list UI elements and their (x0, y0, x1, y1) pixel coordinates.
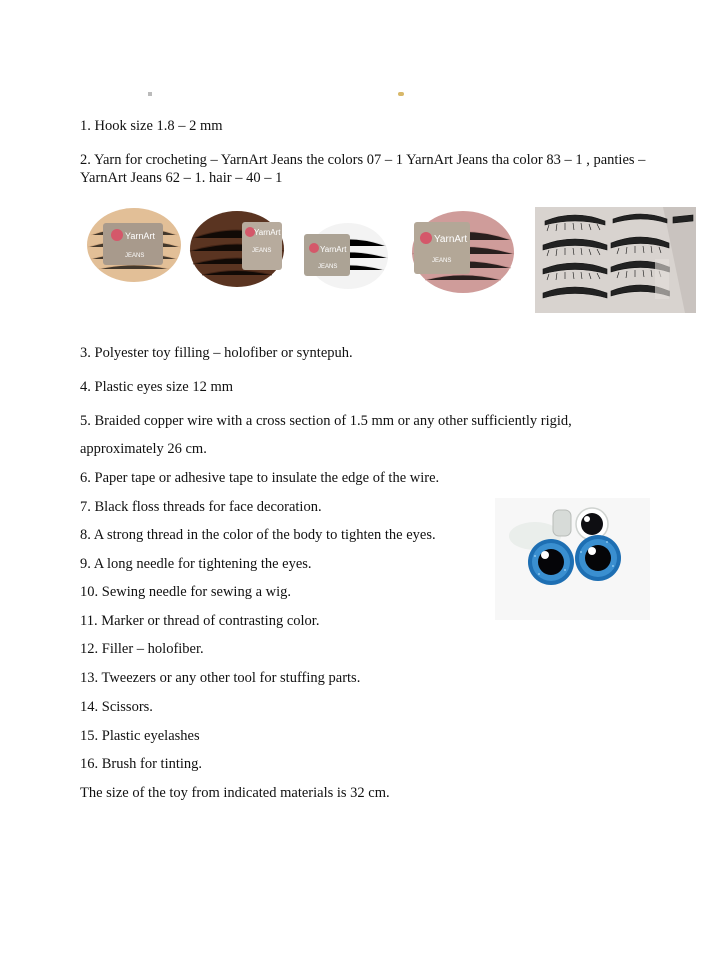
yarn-ball-image (410, 208, 516, 296)
yarn-images-row (80, 205, 700, 317)
yarn-ball-image (85, 205, 183, 285)
material-item: 6. Paper tape or adhesive tape to insulate the edge of the wire. (80, 470, 440, 486)
safety-eyes-image (495, 498, 650, 620)
material-item: 16. Brush for tinting. (80, 756, 203, 772)
material-item: 3. Polyester toy filling – holofiber or syntepuh. (80, 345, 353, 361)
material-item: 13. Tweezers or any other tool for stuffing parts. (80, 670, 361, 686)
yarn-ball-image (298, 220, 390, 292)
material-item: 4. Plastic eyes size 12 mm (80, 379, 234, 395)
material-item: 7. Black floss threads for face decoration. (80, 499, 322, 515)
footer-note: The size of the toy from indicated materials is 32 cm. (80, 785, 390, 801)
svg-text:YarnArt: YarnArt (125, 231, 155, 241)
svg-text:YarnArt: YarnArt (434, 234, 468, 245)
eyelashes-image (535, 207, 696, 313)
svg-text:JEANS: JEANS (252, 248, 272, 254)
material-item: 15. Plastic eyelashes (80, 728, 200, 744)
svg-text:YarnArt: YarnArt (254, 228, 281, 237)
material-item: 12. Filler – holofiber. (80, 641, 204, 657)
material-item: 5. Braided copper wire with a cross section of 1.5 mm or any other sufficiently rigid, (80, 413, 572, 429)
yarn-ball-image (188, 208, 286, 290)
scan-artifact (398, 92, 404, 96)
svg-text:JEANS: JEANS (318, 264, 338, 270)
material-item: 9. A long needle for tightening the eyes. (80, 556, 312, 572)
material-item: 1. Hook size 1.8 – 2 mm (80, 118, 223, 134)
svg-text:JEANS: JEANS (125, 253, 145, 259)
material-item: 14. Scissors. (80, 699, 153, 715)
scan-artifact (148, 92, 152, 96)
svg-text:JEANS: JEANS (432, 258, 452, 264)
material-item: approximately 26 cm. (80, 441, 207, 457)
svg-text:YarnArt: YarnArt (320, 245, 347, 254)
material-item: 2. Yarn for crocheting – YarnArt Jeans the colors 07 – 1 YarnArt Jeans tha color 83 – 1 , panties – YarnArt Jeans 62 – 1. hair – 40 – 1 (80, 152, 646, 186)
material-item: 11. Marker or thread of contrasting color. (80, 613, 320, 629)
material-item: 8. A strong thread in the color of the body to tighten the eyes. (80, 527, 436, 543)
material-item: 10. Sewing needle for sewing a wig. (80, 584, 292, 600)
